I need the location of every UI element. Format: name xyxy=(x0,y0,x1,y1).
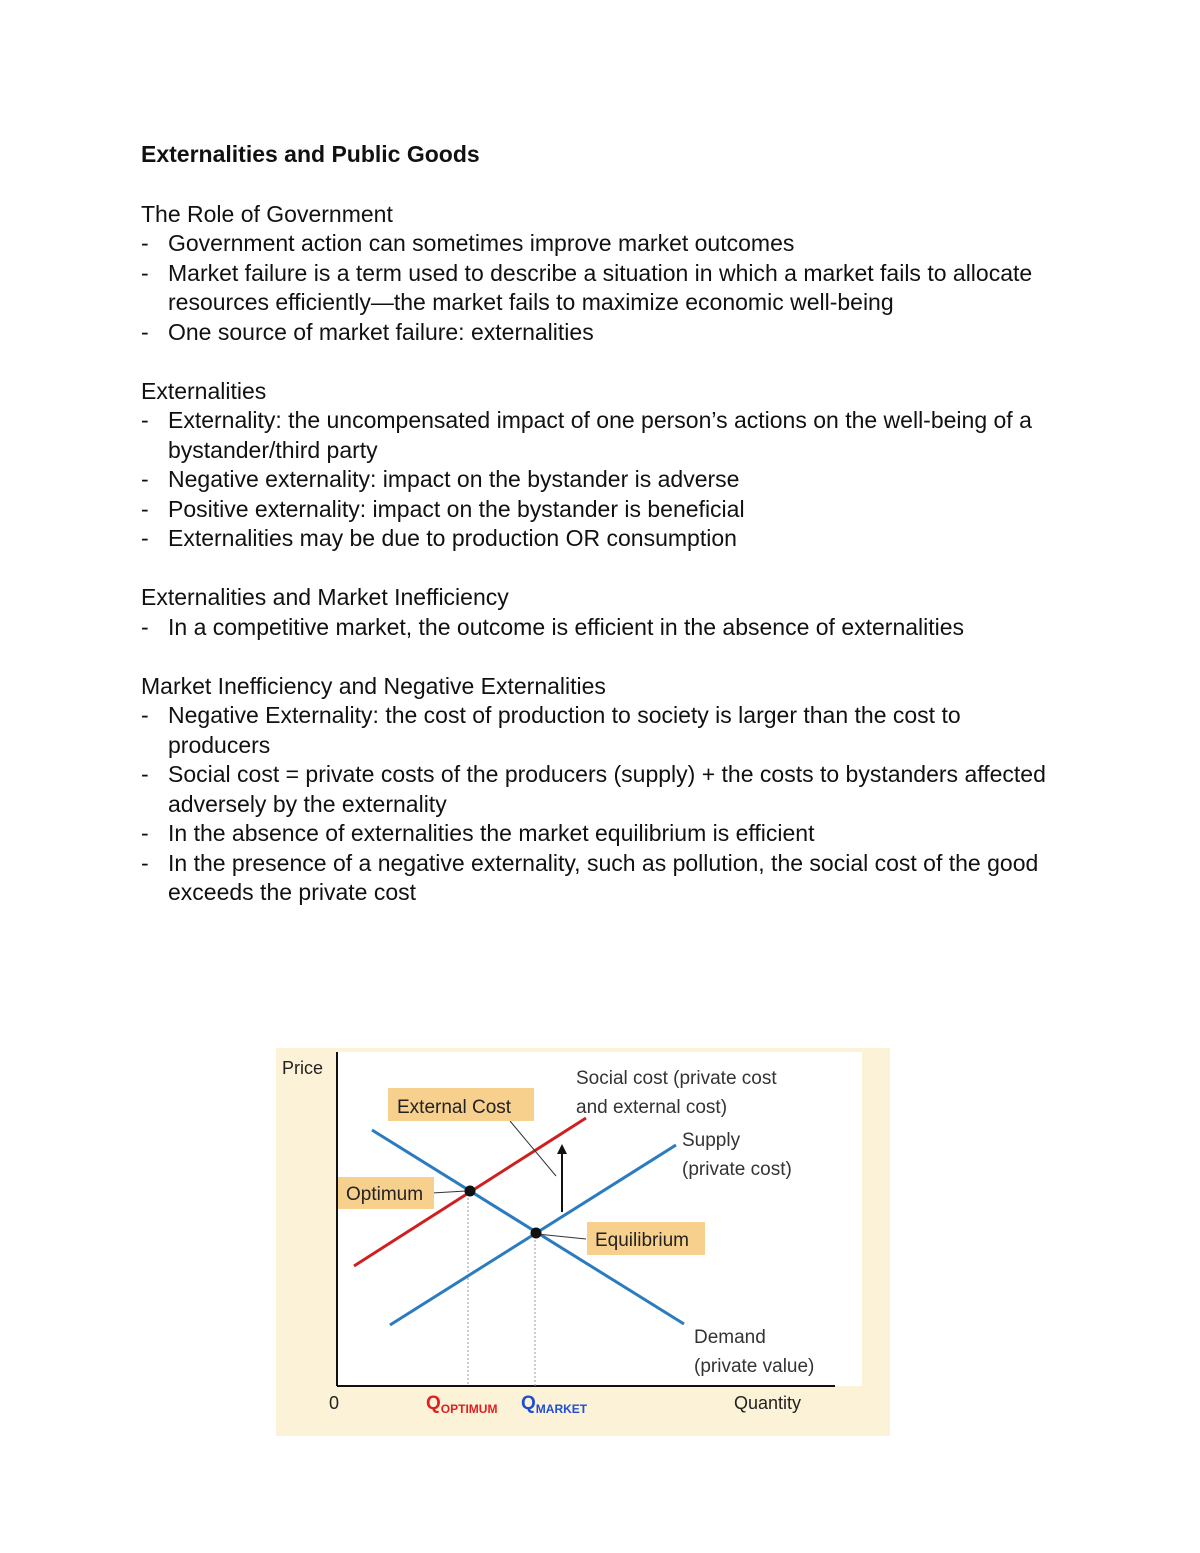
section-heading: Externalities and Market Inefficiency xyxy=(141,584,509,610)
equilibrium-point xyxy=(531,1228,542,1239)
document-title: Externalities and Public Goods xyxy=(141,141,480,167)
q-optimum-sub: OPTIMUM xyxy=(440,1402,498,1416)
origin-label: 0 xyxy=(329,1393,340,1413)
bullet-list xyxy=(141,701,1061,908)
bullet-list xyxy=(141,613,1061,643)
bullet-item: - Social cost = private costs of the producers (supply) + the costs to bystanders affected adversely by the externality xyxy=(141,760,1061,819)
bullet-item: - Externality: the uncompensated impact of one person’s actions on the well-being of a bystander/third party xyxy=(141,406,1061,465)
bullet-item: - In a competitive market, the outcome is efficient in the absence of externalities xyxy=(141,613,1061,643)
demand-label-line1: Demand xyxy=(694,1327,766,1348)
external-cost-tag-label: External Cost xyxy=(397,1097,512,1118)
externality-diagram xyxy=(276,1048,890,1436)
bullet-item: - One source of market failure: externalities xyxy=(141,318,1061,348)
section-heading: Market Inefficiency and Negative Externalities xyxy=(141,672,606,699)
bullet-item: - Negative externality: impact on the bystander is adverse xyxy=(141,465,1061,495)
supply-label-line1: Supply xyxy=(682,1130,741,1151)
social-cost-label-line2: and external cost) xyxy=(576,1097,728,1118)
section-market-inefficiency xyxy=(141,583,1061,642)
bullet-item: - In the absence of externalities the market equilibrium is efficient xyxy=(141,819,1061,849)
bullet-item: - Market failure is a term used to describe a situation in which a market fails to allocate resources efficiently—the market fails to maximize economic well-being xyxy=(141,259,1061,318)
bullet-item: - In the presence of a negative externality, such as pollution, the social cost of the good exceeds the private cost xyxy=(141,849,1061,908)
bullet-item: - Government action can sometimes improve market outcomes xyxy=(141,229,1061,259)
demand-label-line2: (private value) xyxy=(694,1356,815,1377)
bullet-list xyxy=(141,406,1061,554)
section-externalities xyxy=(141,377,1061,554)
section-heading: The Role of Government xyxy=(141,200,393,227)
section-role-of-government xyxy=(141,200,1061,348)
bullet-list xyxy=(141,229,1061,347)
supply-label-line2: (private cost) xyxy=(682,1159,792,1180)
bullet-item: - Positive externality: impact on the bystander is beneficial xyxy=(141,495,1061,525)
q-optimum-main: Q xyxy=(426,1393,441,1414)
optimum-tag-label: Optimum xyxy=(346,1184,424,1205)
bullet-item: - Negative Externality: the cost of production to society is larger than the cost to producers xyxy=(141,701,1061,760)
q-market-main: Q xyxy=(521,1393,536,1414)
y-axis-label: Price xyxy=(282,1058,324,1078)
document xyxy=(141,140,1061,937)
social-cost-label-line1: Social cost (private cost xyxy=(576,1068,777,1089)
x-axis-label: Quantity xyxy=(734,1393,802,1413)
section-heading: Externalities xyxy=(141,377,267,404)
bullet-item: - Externalities may be due to production OR consumption xyxy=(141,524,1061,554)
section-negative-externalities xyxy=(141,672,1061,908)
q-market-sub: MARKET xyxy=(535,1402,588,1416)
externality-diagram-svg xyxy=(276,1048,890,1436)
equilibrium-tag-label: Equilibrium xyxy=(595,1230,689,1251)
optimum-point xyxy=(465,1186,476,1197)
